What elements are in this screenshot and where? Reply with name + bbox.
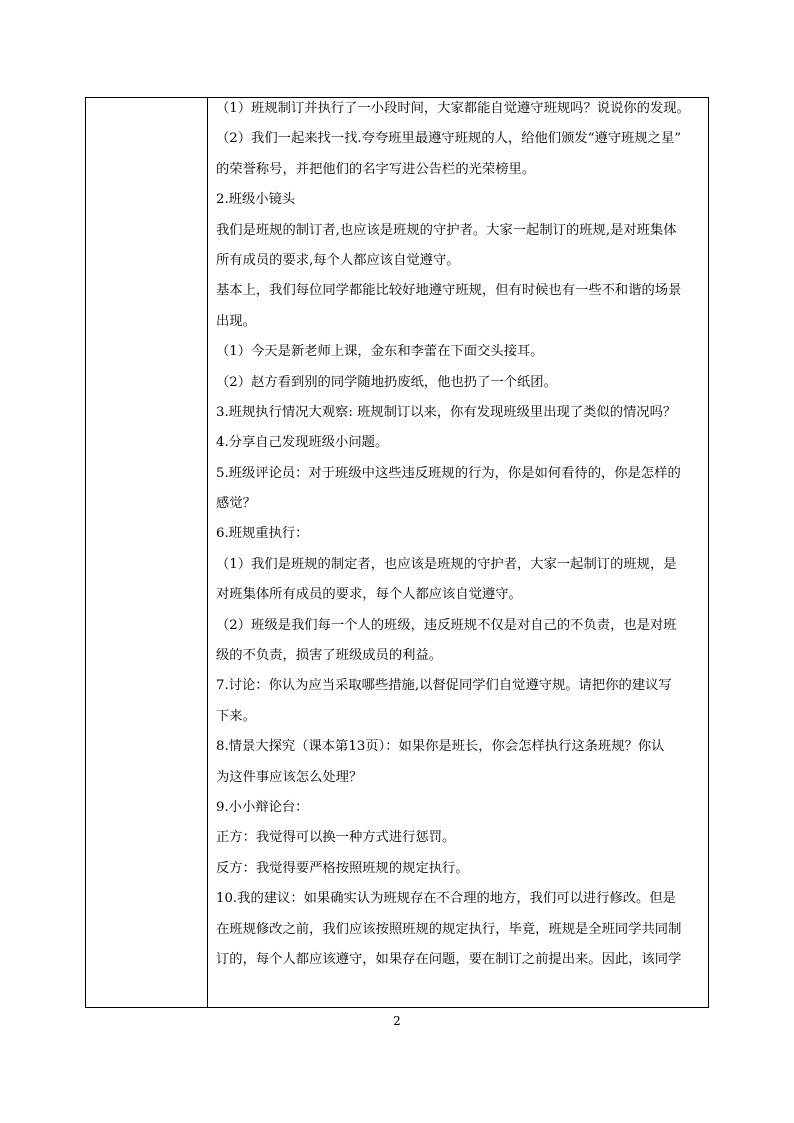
text-line: （2）赵方看到别的同学随地扔废纸，他也扔了一个纸团。	[216, 374, 557, 390]
text-line: （1）今天是新老师上课，金东和李蕾在下面交头接耳。	[216, 344, 544, 360]
text-line: 3.班规执行情况大观察: 班规制订以来，你有发现班级里出现了类似的情况吗？	[216, 404, 677, 420]
text-line: 下来。	[216, 708, 256, 724]
column-divider	[207, 98, 208, 1007]
text-line: 基本上，我们每位同学都能比较好地遵守班规，但有时候也有一些不和谐的场景	[216, 283, 682, 299]
text-line: （2）我们一起来找一找.夸夸班里最遵守班规的人，给他们颁发“遵守班规之星”	[216, 131, 682, 147]
text-line: 7.讨论：你认为应当采取哪些措施,以督促同学们自觉遵守规。请把你的建议写	[216, 678, 672, 694]
text-line: 对班集体所有成员的要求，每个人都应该自觉遵守。	[216, 587, 522, 603]
text-line: （1）我们是班规的制定者，也应该是班规的守护者，大家一起制订的班规，是	[216, 556, 677, 572]
page-number: 2	[393, 1014, 401, 1028]
text-line: （1）班规制订并执行了一小段时间，大家都能自觉遵守班规吗？说说你的发现。	[216, 101, 690, 116]
text-line: 订的，每个人都应该遵守，如果存在问题，要在制订之前提出来。因此，该同学	[216, 951, 682, 967]
text-line: 为这件事应该怎么处理？	[216, 769, 363, 785]
text-line: 出现。	[216, 313, 256, 329]
text-line: 级的不负责，损害了班级成员的利益。	[216, 648, 443, 664]
text-line: 6.班规重执行：	[216, 526, 309, 542]
text-line: 感觉？	[216, 496, 256, 512]
text-line: 5.班级评论员：对于班级中这些违反班规的行为，你是如何看待的，你是怎样的	[216, 465, 681, 481]
text-line: 所有成员的要求,每个人都应该自觉遵守。	[216, 252, 460, 268]
left-empty-cell	[86, 98, 207, 1007]
text-line: 的荣誉称号，并把他们的名字写进公告栏的光荣榜里。	[216, 161, 536, 177]
text-line: 在班规修改之前，我们应该按照班规的规定执行，毕竟，班规是全班同学共同制	[216, 921, 682, 937]
text-line: 4.分享自己发现班级小问题。	[216, 435, 389, 451]
text-line: 10.我的建议：如果确实认为班规存在不合理的地方，我们可以进行修改。但是	[216, 891, 676, 907]
text-line: 9.小小辩论台：	[216, 799, 309, 815]
text-line: 2.班级小镜头	[216, 192, 296, 208]
text-line: 我们是班规的制订者,也应该是班规的守护者。大家一起制订的班规,是对班集体	[216, 222, 677, 238]
text-line: （2）班级是我们每一个人的班级，违反班规不仅是对自己的不负责，也是对班	[216, 617, 677, 633]
lesson-table	[85, 97, 709, 1008]
text-line: 反方：我觉得要严格按照班规的规定执行。	[216, 860, 469, 876]
text-line: 正方：我觉得可以换一种方式进行惩罚。	[216, 830, 456, 846]
text-line: 8.情景大探究（课本第13页）：如果你是班长，你会怎样执行这条班规？你认	[216, 739, 665, 755]
lesson-content-cell	[216, 101, 708, 982]
